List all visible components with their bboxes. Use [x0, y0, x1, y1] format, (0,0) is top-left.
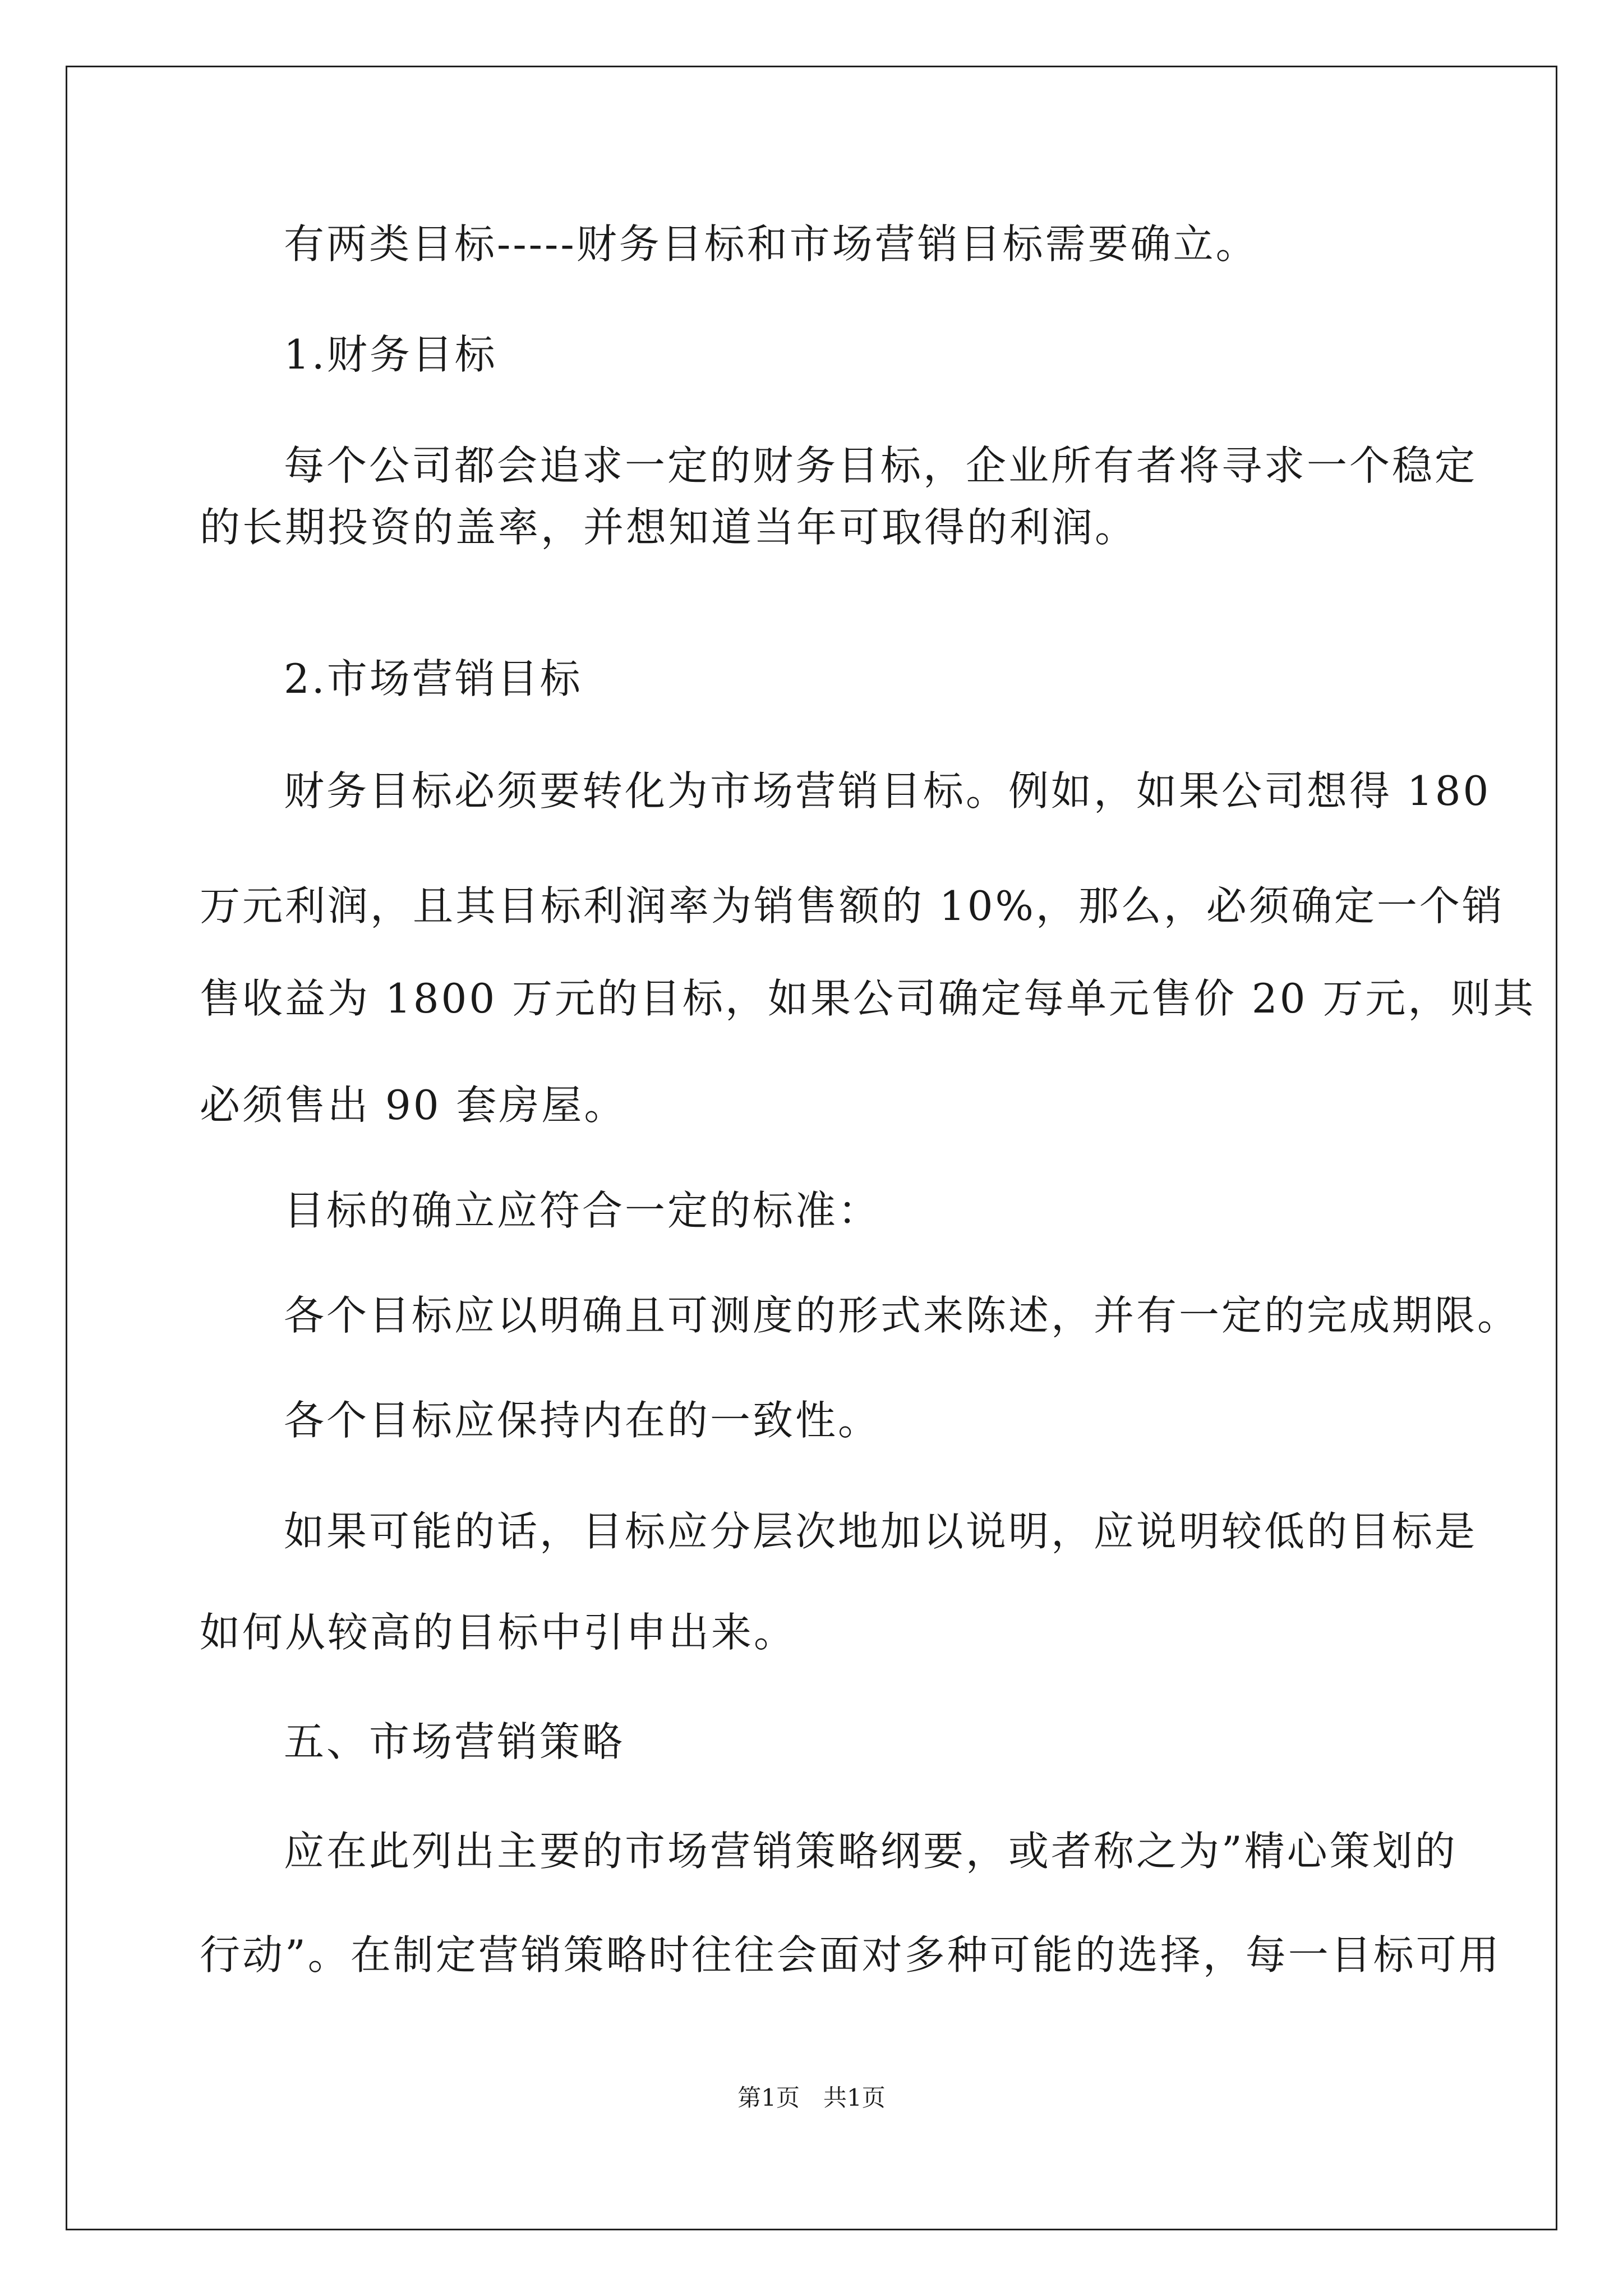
page-number-footer: 第1页 共1页	[737, 2084, 886, 2111]
paragraph-line: 的长期投资的盖率，并想知道当年可取得的利润。	[200, 504, 1138, 551]
paragraph-line: 售收益为 1800 万元的目标，如果公司确定每单元售价 20 万元，则其	[200, 975, 1536, 1022]
paragraph-line: 如果可能的话，目标应分层次地加以说明，应说明较低的目标是	[284, 1508, 1478, 1555]
paragraph-line: 每个公司都会追求一定的财务目标，企业所有者将寻求一个稳定	[284, 442, 1478, 489]
heading-marketing-goals: 2.市场营销目标	[284, 655, 583, 702]
paragraph-line: 万元利润，且其目标利润率为销售额的 10%，那么，必须确定一个销	[200, 882, 1505, 930]
heading-marketing-strategy: 五、市场营销策略	[284, 1718, 625, 1765]
paragraph-line: 如何从较高的目标中引申出来。	[200, 1609, 797, 1656]
paragraph-line: 各个目标应保持内在的一致性。	[284, 1397, 881, 1444]
paragraph-line: 应在此列出主要的市场营销策略纲要，或者称之为”精心策划的	[284, 1828, 1458, 1875]
paragraph-line: 财务目标必须要转化为市场营销目标。例如，如果公司想得 180	[284, 767, 1491, 815]
paragraph-line: 目标的确立应符合一定的标准：	[284, 1187, 881, 1234]
heading-financial-goals: 1.财务目标	[284, 331, 497, 378]
page-border	[66, 66, 1557, 2230]
paragraph-line: 必须售出 90 套房屋。	[200, 1082, 627, 1129]
paragraph-line: 有两类目标-----财务目标和市场营销目标需要确立。	[284, 220, 1258, 268]
paragraph-line: 各个目标应以明确且可测度的形式来陈述，并有一定的完成期限。	[284, 1292, 1520, 1339]
paragraph-line: 行动”。在制定营销策略时往往会面对多种可能的选择，每一目标可用	[200, 1931, 1501, 1978]
